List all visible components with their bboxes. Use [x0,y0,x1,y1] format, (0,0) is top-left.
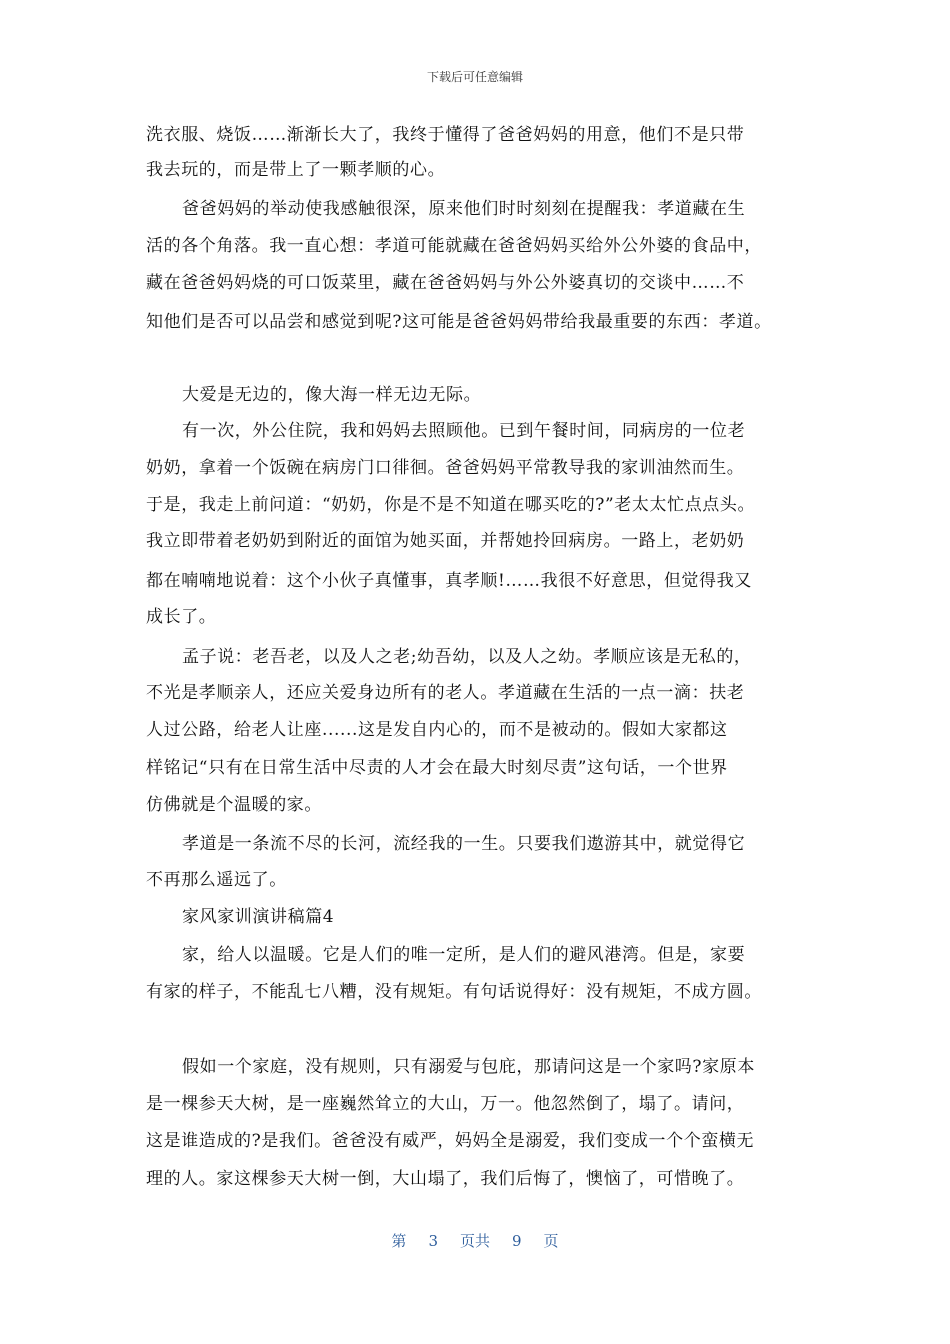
body-line: 洗衣服、烧饭……渐渐长大了，我终于懂得了爸爸妈妈的用意，他们不是只带 [146,125,745,145]
body-line: 成长了。 [146,607,217,627]
body-line: 奶奶，拿着一个饭碗在病房门口徘徊。爸爸妈妈平常教导我的家训油然而生。 [146,458,745,478]
body-line: 理的人。家这棵参天大树一倒，大山塌了，我们后悔了，懊恼了，可惜晚了。 [146,1169,745,1189]
body-line: 人过公路，给老人让座......这是发自内心的，而不是被动的。假如大家都这 [146,720,728,740]
section-heading: 家风家训演讲稿篇4 [182,907,335,927]
body-line: 都在喃喃地说着：这个小伙子真懂事，真孝顺!……我很不好意思，但觉得我又 [146,571,752,591]
body-line: 家，给人以温暖。它是人们的唯一定所，是人们的避风港湾。但是，家要 [182,945,746,965]
footer-current-page: 3 [428,1232,438,1250]
footer-total-pages: 9 [512,1232,522,1250]
body-line: 孟子说：老吾老，以及人之老;幼吾幼，以及人之幼。孝顺应该是无私的， [182,647,752,667]
body-line: 有一次，外公住院，我和妈妈去照顾他。已到午餐时间，同病房的一位老 [182,421,746,441]
body-line: 这是谁造成的?是我们。爸爸没有威严，妈妈全是溺爱，我们变成一个个蛮横无 [146,1131,755,1151]
body-line: 有家的样子，不能乱七八糟，没有规矩。有句话说得好：没有规矩，不成方圆。 [146,982,762,1002]
body-line: 不光是孝顺亲人，还应关爱身边所有的老人。孝道藏在生活的一点一滴：扶老 [146,683,745,703]
body-line: 样铭记“只有在日常生活中尽责的人才会在最大时刻尽责”这句话，一个世界 [146,758,728,778]
footer-prefix: 第 [391,1232,407,1250]
body-line: 我立即带着老奶奶到附近的面馆为她买面，并帮她拎回病房。一路上，老奶奶 [146,531,745,551]
body-line: 爸爸妈妈的举动使我感触很深，原来他们时时刻刻在提醒我：孝道藏在生 [182,199,746,219]
body-line: 是一棵参天大树，是一座巍然耸立的大山，万一。他忽然倒了，塌了。请问， [146,1094,745,1114]
body-line: 藏在爸爸妈妈烧的可口饭菜里，藏在爸爸妈妈与外公外婆真切的交谈中……不 [146,273,745,293]
body-line: 仿佛就是个温暖的家。 [146,795,322,815]
body-line: 不再那么遥远了。 [146,870,287,890]
body-line: 大爱是无边的，像大海一样无边无际。 [182,385,482,405]
body-line: 孝道是一条流不尽的长河，流经我的一生。只要我们遨游其中，就觉得它 [182,834,746,854]
footer-suffix: 页 [543,1232,559,1250]
page-header: 下载后可任意编辑 [426,70,523,84]
body-line: 假如一个家庭，没有规则，只有溺爱与包庇，那请问这是一个家吗?家原本 [182,1057,755,1077]
page-footer [0,1230,950,1251]
body-line: 我去玩的，而是带上了一颗孝顺的心。 [146,160,446,180]
body-line: 知他们是否可以品尝和感觉到呢?这可能是爸爸妈妈带给我最重要的东西：孝道。 [146,312,772,332]
footer-middle: 页共 [459,1232,490,1250]
body-line: 活的各个角落。我一直心想：孝道可能就藏在爸爸妈妈买给外公外婆的食品中， [146,236,762,256]
body-line: 于是，我走上前问道：“奶奶，你是不是不知道在哪买吃的?”老太太忙点点头。 [146,495,756,515]
